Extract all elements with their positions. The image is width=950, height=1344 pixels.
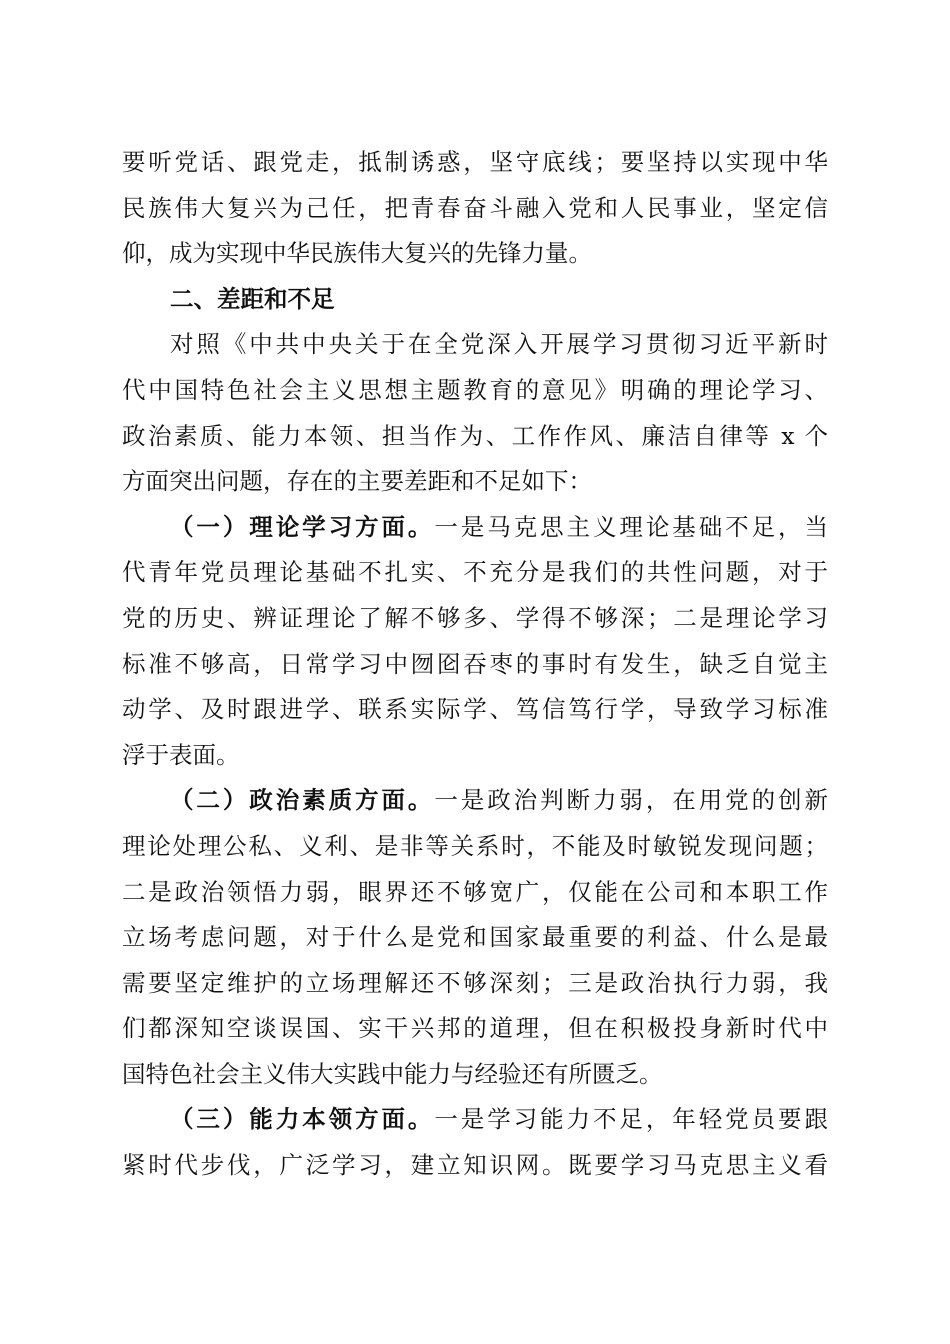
document-page (122, 140, 828, 1189)
item-text: 一是马克思主义理论基础不足，当 (434, 512, 828, 541)
body-line: 理论处理公私、义利、是非等关系时，不能及时敏锐发现问题； (122, 831, 828, 860)
body-line: 政治素质、能力本领、担当作为、工作作风、廉洁自律等 x 个 (122, 421, 828, 450)
item-title: （二）政治素质方面。 (170, 786, 435, 815)
body-line: 动学、及时跟进学、联系实际学、笃信笃行学，导致学习标准 (122, 695, 828, 724)
body-line: 仰，成为实现中华民族伟大复兴的先锋力量。 (122, 239, 592, 268)
item-title: （三）能力本领方面。 (170, 1105, 435, 1134)
body-line: 浮于表面。 (122, 740, 240, 769)
item-text: 一是政治判断力弱，在用党的创新 (434, 786, 828, 815)
body-line: 国特色社会主义伟大实践中能力与经验还有所匮乏。 (122, 1059, 663, 1088)
body-line: 代中国特色社会主义思想主题教育的意见》明确的理论学习、 (122, 375, 828, 404)
item-title: （一）理论学习方面。 (170, 512, 435, 541)
body-line: 代青年党员理论基础不扎实、不充分是我们的共性问题，对于 (122, 558, 828, 587)
body-line: 立场考虑问题，对于什么是党和国家最重要的利益、什么是最 (122, 923, 828, 952)
body-line: 党的历史、辨证理论了解不够多、学得不够深；二是理论学习 (122, 603, 828, 632)
body-line: 紧时代步伐，广泛学习，建立知识网。既要学习马克思主义看 (122, 1151, 828, 1180)
section-heading: 二、差距和不足 (170, 284, 335, 313)
item-first-line (122, 505, 828, 551)
item-text: 一是学习能力不足，年轻党员要跟 (434, 1105, 828, 1134)
body-line: 对照《中共中央关于在全党深入开展学习贯彻习近平新时 (170, 330, 828, 359)
body-line: 民族伟大复兴为己任，把青春奋斗融入党和人民事业，坚定信 (122, 193, 828, 222)
body-line: 方面突出问题，存在的主要差距和不足如下： (122, 467, 592, 496)
body-line: 二是政治领悟力弱，眼界还不够宽广，仅能在公司和本职工作 (122, 877, 828, 906)
body-line: 标准不够高，日常学习中囫囵吞枣的事时有发生，缺乏自觉主 (122, 649, 828, 678)
item-first-line (122, 778, 828, 824)
body-line: 需要坚定维护的立场理解还不够深刻；三是政治执行力弱，我 (122, 968, 828, 997)
body-line: 要听党话、跟党走，抵制诱惑，坚守底线；要坚持以实现中华 (122, 148, 828, 176)
body-line: 们都深知空谈误国、实干兴邦的道理，但在积极投身新时代中 (122, 1014, 828, 1043)
item-first-line (122, 1097, 828, 1143)
